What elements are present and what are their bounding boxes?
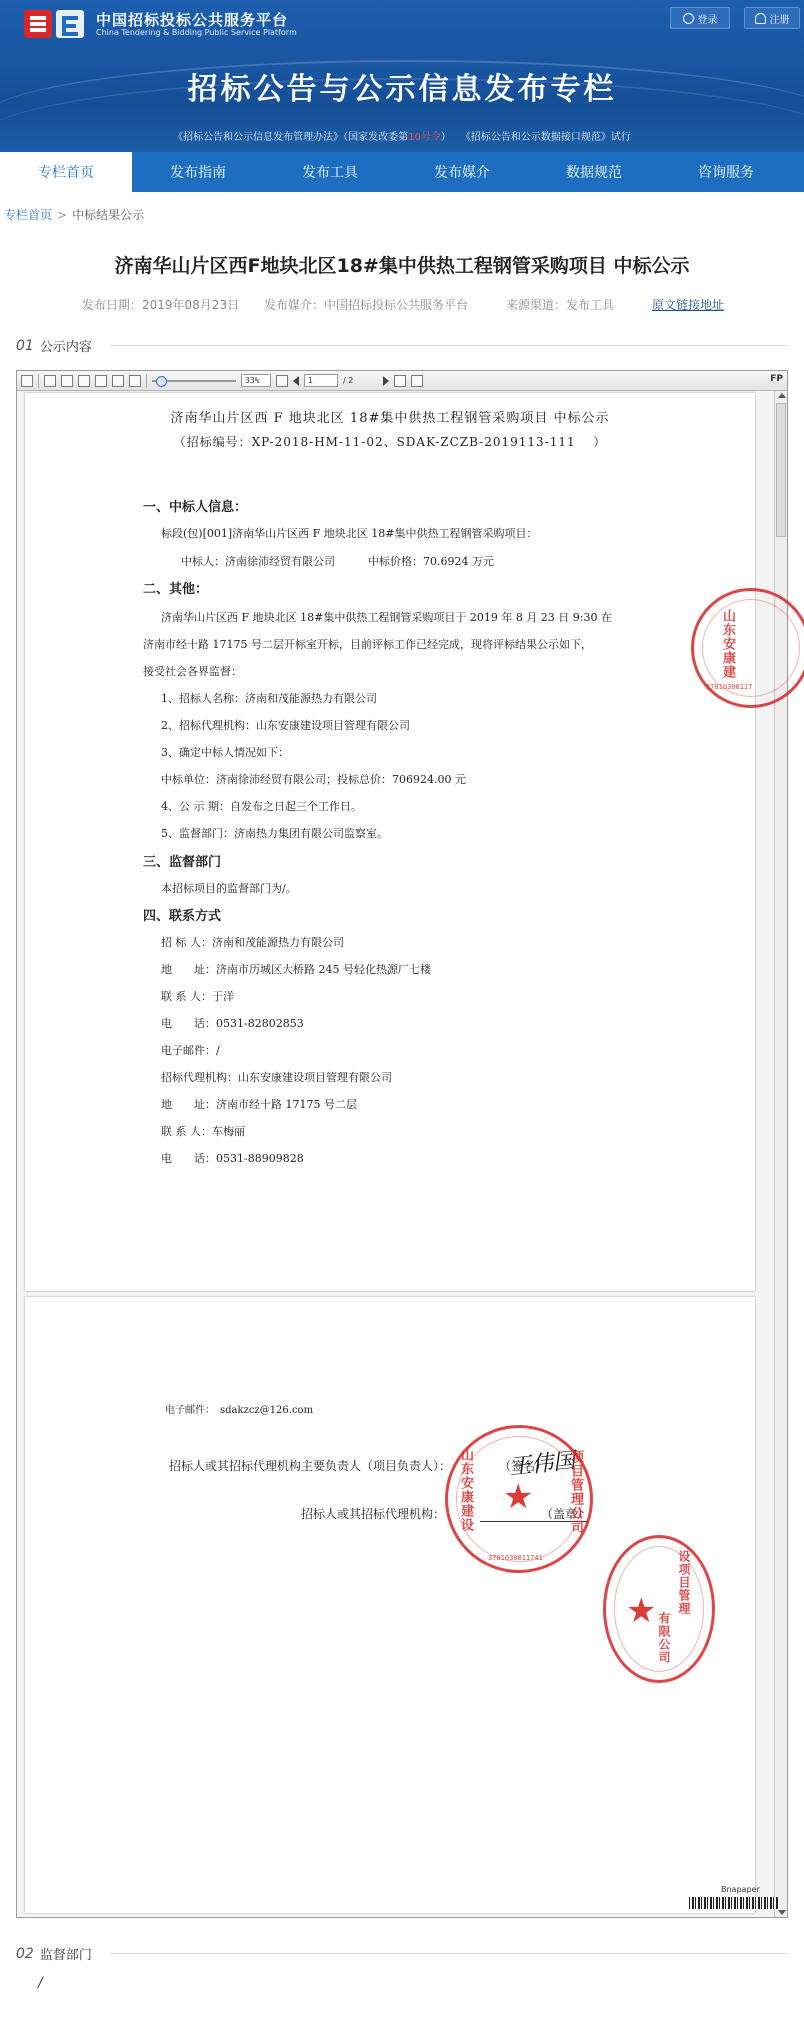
pdf-title: 济南华山片区西 F 地块北区 18#集中供热工程钢管采购项目 中标公示 xyxy=(170,411,610,426)
section-label: 监督部门 xyxy=(39,1948,92,1963)
user-circle-icon xyxy=(683,13,694,24)
thumbnail-grid-icon[interactable] xyxy=(78,375,90,387)
scroll-down-icon[interactable] xyxy=(778,1910,786,1915)
pdf-line: 电子邮件：/ xyxy=(161,1044,220,1057)
page-number-field[interactable]: 1 xyxy=(304,374,338,387)
section-heading-content xyxy=(16,336,92,355)
toolbar-divider xyxy=(146,374,147,388)
login-button[interactable] xyxy=(670,7,730,29)
nav-item-consult[interactable]: 咨询服务 xyxy=(698,165,754,181)
pdf-line: 中标人：济南徐沛经贸有限公司 中标价格：70.6924 万元 xyxy=(181,555,494,568)
section-label: 公示内容 xyxy=(39,340,92,355)
pdf-line: 1、招标人名称：济南和茂能源热力有限公司 xyxy=(161,692,377,705)
pdf-viewer xyxy=(16,370,788,1918)
pdf-line: 4、公 示 期：自发布之日起三个工作日。 xyxy=(161,800,362,813)
pdf-toolbar xyxy=(17,371,787,391)
pdf-line: 济南华山片区西 F 地块北区 18#集中供热工程钢管采购项目于 2019 年 8 月 23 日 9:30 在 xyxy=(161,611,612,624)
pdf-line: 地 址：济南市经十路 17175 号二层 xyxy=(161,1098,357,1111)
page-total: / 2 xyxy=(343,376,354,385)
pdf-line: 济南市经十路 17175 号二层开标室开标，目前评标工作已经完成，现将评标结果公示如下， xyxy=(143,638,592,651)
pdf-line: 招标人或其招标代理机构： （盖章） xyxy=(301,1507,590,1521)
select-text-icon[interactable] xyxy=(394,375,406,387)
banner-subtitle xyxy=(0,128,804,143)
user-icon xyxy=(755,13,766,24)
company-stamp-icon: 山东安康建 37010300117 xyxy=(691,588,804,708)
continuous-page-icon[interactable] xyxy=(61,375,73,387)
handwritten-signature: 王伟国 xyxy=(508,1448,577,1481)
fp-mode-button[interactable]: FP xyxy=(770,374,783,384)
pdf-line: 接受社会各界监督： xyxy=(143,665,242,678)
pdf-line: 3、确定中标人情况如下： xyxy=(161,746,289,759)
pdf-line: 招 标 人：济南和茂能源热力有限公司 xyxy=(161,936,344,949)
pdf-line: 电子邮件： sdakzcz@126.com xyxy=(165,1405,314,1416)
nav-item-guide[interactable]: 发布指南 xyxy=(170,165,226,181)
main-nav xyxy=(0,152,804,192)
single-page-icon[interactable] xyxy=(44,375,56,387)
login-label: 登录 xyxy=(697,14,718,26)
toolbar-divider xyxy=(38,374,39,388)
fit-height-icon[interactable] xyxy=(112,375,124,387)
site-header xyxy=(0,0,804,152)
fit-width-icon[interactable] xyxy=(95,375,107,387)
pdf-line: 中标单位：济南徐沛经贸有限公司；投标总价：706924.00 元 xyxy=(161,773,466,786)
publish-date: 发布日期：2019年08月23日 xyxy=(82,298,240,312)
pdf-heading: 三、监督部门 xyxy=(143,855,222,870)
zoom-level-field[interactable]: 33% xyxy=(241,374,271,387)
breadcrumb xyxy=(4,206,144,223)
pdf-heading: 二、其他： xyxy=(143,582,209,597)
pdf-tender-code: （招标编号：XP-2018-HM-11-02、SDAK-ZCZB-2019113-111 ） xyxy=(173,435,607,449)
breadcrumb-home[interactable]: 专栏首页 xyxy=(4,208,53,222)
pdf-line: 本招标项目的监督部门为/。 xyxy=(161,882,297,895)
page-title: 济南华山片区西F地块北区18#集中供热工程钢管采购项目 中标公示 xyxy=(114,255,690,277)
scrollbar-thumb[interactable] xyxy=(776,403,786,537)
page-view-icon[interactable] xyxy=(276,375,288,387)
pdf-line: 电 话：0531-82802853 xyxy=(161,1017,304,1030)
pdf-line: 电 话：0531-88909828 xyxy=(161,1152,304,1165)
nav-item-data-spec[interactable]: 数据规范 xyxy=(566,165,622,181)
section-number: 02 xyxy=(16,1945,34,1962)
pdf-page-2 xyxy=(25,1297,760,1913)
nav-item-home[interactable]: 专栏首页 xyxy=(0,152,132,192)
hand-tool-icon[interactable] xyxy=(411,375,423,387)
breadcrumb-separator: > xyxy=(57,208,68,222)
pdf-heading: 一、中标人信息： xyxy=(143,500,248,515)
section-number: 01 xyxy=(16,337,34,354)
site-name: 中国招标投标公共服务平台 xyxy=(96,11,289,29)
pdf-line: 联 系 人：车梅丽 xyxy=(161,1125,245,1138)
register-button[interactable] xyxy=(744,7,800,29)
pdf-line: 联 系 人：于洋 xyxy=(161,990,234,1003)
banner-sub-part[interactable]: ） 《招标公告和公示数据接口规范》试行 xyxy=(440,132,631,143)
original-link-anchor[interactable]: 原文链接地址 xyxy=(652,298,725,312)
section-divider xyxy=(110,1953,788,1954)
rotate-icon[interactable] xyxy=(129,375,141,387)
nav-item-media[interactable]: 发布媒介 xyxy=(434,165,490,181)
zoom-slider[interactable] xyxy=(152,380,236,382)
site-name-en: China Tendering & Bidding Public Service Platform xyxy=(96,28,297,37)
banner-sub-part[interactable]: 《招标公告和公示信息发布管理办法》（国家发改委第 xyxy=(173,132,409,143)
supervision-value: / xyxy=(38,1975,43,1991)
banner-title: 招标公告与公示信息发布专栏 xyxy=(187,72,617,107)
company-stamp-icon: ★ 山东安康建设 项目管理公司 3701030011741 xyxy=(445,1425,593,1573)
pdf-line: 5、监督部门：济南热力集团有限公司监察室。 xyxy=(161,827,388,840)
breadcrumb-current: 中标结果公示 xyxy=(72,208,145,222)
banner-sub-highlight[interactable]: 10号令 xyxy=(408,132,441,143)
scroll-up-icon[interactable] xyxy=(778,393,786,398)
publish-media: 发布媒介：中国招标投标公共服务平台 xyxy=(264,298,469,312)
pdf-line: 标段(包)[001]济南华山片区西 F 地块北区 18#集中供热工程钢管采购项目： xyxy=(161,527,538,540)
pdf-heading: 四、联系方式 xyxy=(143,909,222,924)
original-link xyxy=(652,296,724,313)
pdf-line: 招标代理机构：山东安康建设项目管理有限公司 xyxy=(161,1071,392,1084)
publish-source: 来源渠道：发布工具 xyxy=(506,298,615,312)
barcode-label: Bnapaper xyxy=(721,1885,760,1894)
next-page-icon[interactable] xyxy=(383,376,389,386)
pdf-line: 2、招标代理机构：山东安康建设项目管理有限公司 xyxy=(161,719,410,732)
prev-page-icon[interactable] xyxy=(293,376,299,386)
pdf-line: 地 址：济南市历城区大桥路 245 号轻化热源厂七楼 xyxy=(161,963,431,976)
section-heading-supervision xyxy=(16,1944,92,1963)
pdf-page-1 xyxy=(25,393,755,1291)
register-label: 注册 xyxy=(769,14,790,26)
site-logo-icon[interactable] xyxy=(24,6,88,42)
barcode xyxy=(689,1897,779,1909)
company-stamp-icon: ★ 设项目管理 有限公司 xyxy=(603,1535,715,1683)
pdf-line: 招标人或其招标代理机构主要负责人（项目负责人）： （签名） xyxy=(169,1459,548,1473)
nav-item-tools[interactable]: 发布工具 xyxy=(302,165,358,181)
section-divider xyxy=(110,345,788,346)
print-icon[interactable] xyxy=(21,375,33,387)
